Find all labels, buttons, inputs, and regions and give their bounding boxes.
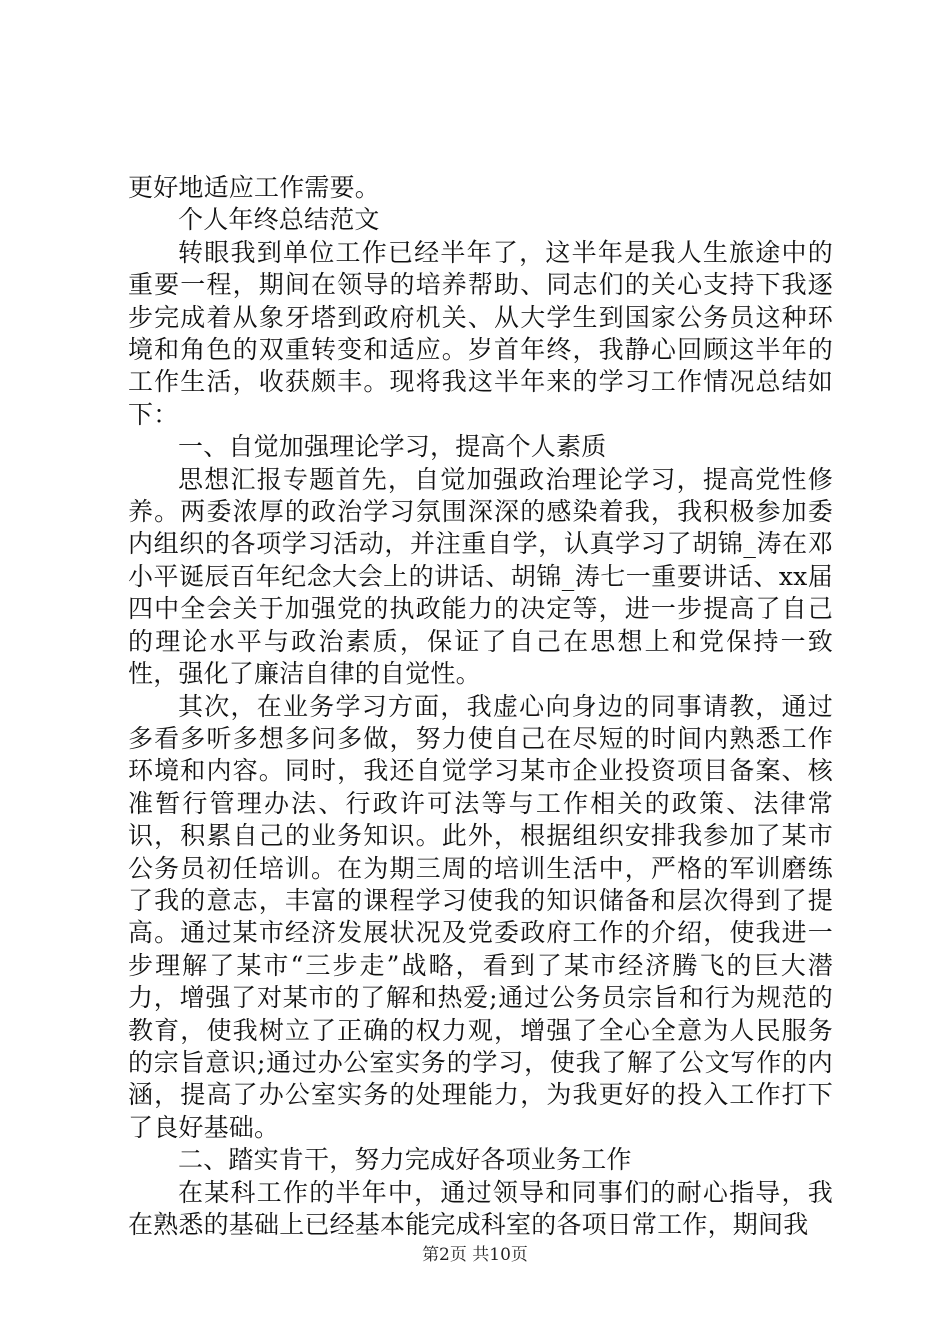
section-title: 个人年终总结范文 xyxy=(178,205,380,235)
document-body xyxy=(128,172,833,1241)
paragraph-continuation: 更好地适应工作需要。 xyxy=(128,173,381,202)
paragraph-political-study: 思想汇报专题首先，自觉加强政治理论学习，提高党性修养。两委浓厚的政治学习氛围深深的感染着我，我积极参加委内组织的各项学习活动，并注重自学，认真学习了胡锦_涛在邓小平诞辰百年纪念大会上的讲话、胡锦_涛七一重要讲话、xx届四中全会关于加强党的执政能力的决定等，进一步提高了自己的理论水平与政治素质，保证了自己在思想上和党保持一致性，强化了廉洁自律的自觉性。 xyxy=(128,464,833,689)
page-footer: 第2页 共10页 xyxy=(422,1245,528,1265)
paragraph-work-summary: 在某科工作的半年中，通过领导和同事们的耐心指导，我在熟悉的基础上已经基本能完成科室的各项日常工作，期间我 xyxy=(128,1177,833,1239)
paragraph-business-study: 其次，在业务学习方面，我虚心向身边的同事请教，通过多看多听多想多问多做，努力使自己在尽短的时间内熟悉工作环境和内容。同时，我还自觉学习某市企业投资项目备案、核准暂行管理办法、行政许可法等与工作相关的政策、法律常识，积累自己的业务知识。此外，根据组织安排我参加了某市公务员初任培训。在为期三周的培训生活中，严格的军训磨练了我的意志，丰富的课程学习使我的知识储备和层次得到了提高。通过某市经济发展状况及党委政府工作的介绍，使我进一步理解了某市“三步走”战略，看到了某市经济腾飞的巨大潜力，增强了对某市的了解和热爱;通过公务员宗旨和行为规范的教育，使我树立了正确的权力观，增强了全心全意为人民服务的宗旨意识;通过办公室实务的学习，使我了解了公文写作的内涵，提高了办公室实务的处理能力，为我更好的投入工作打下了良好基础。 xyxy=(128,691,833,1142)
heading-theory-study: 一、自觉加强理论学习，提高个人素质 xyxy=(178,432,607,462)
paragraph-intro: 转眼我到单位工作已经半年了，这半年是我人生旅途中的重要一程，期间在领导的培养帮助、同志们的关心支持下我逐步完成着从象牙塔到政府机关、从大学生到国家公务员这种环境和角色的双重转变和适应。岁首年终，我静心回顾这半年的工作生活，收获颇丰。现将我这半年来的学习工作情况总结如下： xyxy=(128,237,833,429)
heading-business-work: 二、踏实肯干，努力完成好各项业务工作 xyxy=(178,1145,632,1175)
